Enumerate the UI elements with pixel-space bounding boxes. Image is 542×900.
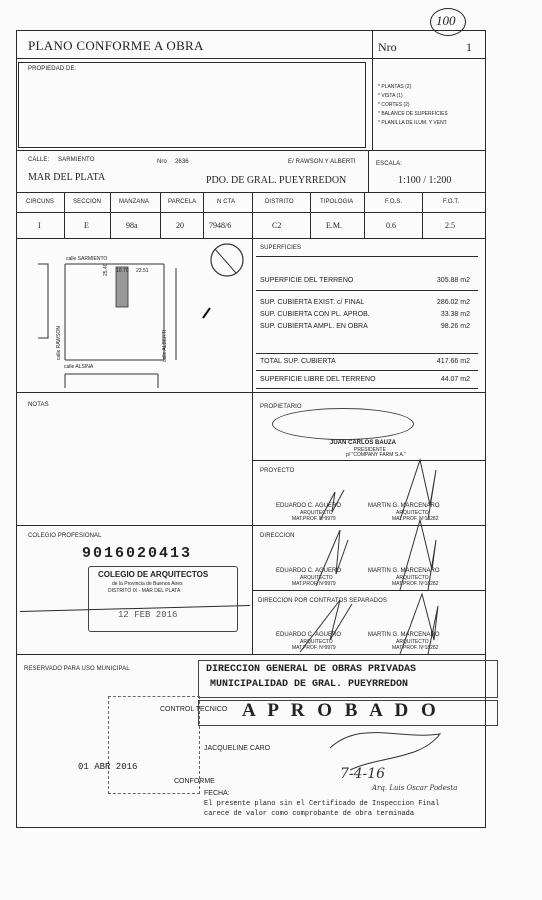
fecha-label: FECHA:	[204, 790, 230, 797]
cadastre-value: C2	[272, 221, 282, 230]
municipal-label: RESERVADO PARA USO MUNICIPAL	[24, 666, 130, 672]
professional-mat: MAT.PROF. Nº9979	[292, 516, 336, 522]
superficie-value: 33.38 m2	[440, 311, 470, 318]
calle-value: SARMIENTO	[58, 157, 95, 163]
cadastre-header: F.O.S.	[385, 199, 403, 205]
street-bottom: calle ALSINA	[64, 364, 94, 370]
contents-item: * BALANCE DE SUPERFICIES	[378, 111, 448, 117]
cadastre-header: TIPOLOGIA	[320, 199, 354, 205]
nro-value: 1	[466, 40, 472, 54]
calle-label: CALLE:	[28, 157, 50, 163]
professional-role: ARQUITECTO	[396, 510, 429, 516]
footer-notice-line1: El presente plano sin el Certificado de Inspeccion Final	[204, 800, 440, 808]
cadastre-value: 20	[176, 221, 184, 230]
municipal-office-line1: DIRECCION GENERAL DE OBRAS PRIVADAS	[206, 664, 417, 675]
professional-mat: MAT.PROF. Nº18282	[392, 645, 439, 651]
colegio-stamp-date: 12 FEB 2016	[118, 610, 178, 620]
superficie-label: SUP. CUBIERTA EXIST. c/ FINAL	[260, 299, 365, 306]
superficie-value: 286.02 m2	[436, 299, 470, 306]
cadastre-header: MANZANA	[119, 199, 150, 205]
direccion-contratos-title: DIRECCION POR CONTRATOS SEPARADOS	[258, 598, 387, 604]
colegio-stamp-line3: DISTRITO IX - MAR DEL PLATA	[108, 588, 181, 594]
cadastre-header: SECCION	[73, 199, 102, 205]
numero-label: Nro	[157, 159, 167, 165]
propiedad-label: PROPIEDAD DE:	[28, 66, 77, 72]
professional-mat: MAT.PROF. Nº18282	[392, 516, 439, 522]
superficies-title: SUPERFICIES	[260, 245, 302, 251]
superficie-value: 417.66 m2	[436, 358, 470, 365]
professional-mat: MAT.PROF. Nº9979	[292, 581, 336, 587]
entre-calles: E/ RAWSON Y ALBERTI	[288, 159, 356, 165]
propietario-role: PRESIDENTE	[354, 447, 386, 453]
cadastre-value: E	[84, 221, 89, 230]
professional-name: EDUARDO C. AGUERO	[276, 503, 342, 509]
proyecto-title: PROYECTO	[260, 468, 295, 474]
colegio-stamp-title: COLEGIO DE ARQUITECTOS	[98, 570, 209, 579]
superficie-value: 98.26 m2	[440, 323, 470, 330]
professional-role: ARQUITECTO	[300, 639, 333, 645]
plan-title: PLANO CONFORME A OBRA	[28, 38, 204, 53]
colegio-label: COLEGIO PROFESIONAL	[28, 533, 102, 539]
partido: PDO. DE GRAL. PUEYRREDON	[206, 175, 347, 186]
cadastre-value: 0.6	[386, 221, 396, 230]
cadastre-header: DISTRITO	[265, 199, 294, 205]
professional-name: MARTIN G. MARCENARO	[368, 503, 440, 509]
cadastre-header: PARCELA	[168, 199, 197, 205]
superficie-label: SUPERFICIE DEL TERRENO	[260, 277, 354, 284]
numero-value: 2636	[175, 159, 189, 165]
superficie-label: SUP. CUBIERTA AMPL. EN OBRA	[260, 323, 368, 330]
footer-notice-line2: carece de valor como comprobante de obra terminada	[204, 810, 415, 818]
professional-name: MARTIN G. MARCENARO	[368, 568, 440, 574]
professional-mat: MAT.PROF. Nº9979	[292, 645, 336, 651]
contents-item: * VISTA (1)	[378, 93, 403, 99]
control-date: 01 ABR 2016	[78, 762, 138, 772]
cadastre-header: CIRCUNS	[26, 199, 55, 205]
cadastre-header: N CTA	[217, 199, 236, 205]
cadastre-value: 2.5	[445, 221, 455, 230]
contents-item: * PLANTAS (2)	[378, 84, 412, 90]
dim-3: 25.40	[103, 263, 109, 276]
dim-1: 10.70	[116, 268, 129, 274]
dim-2: 22.51	[136, 268, 149, 274]
propietario-name: JUAN CARLOS BAUZA	[330, 440, 396, 446]
professional-role: ARQUITECTO	[396, 575, 429, 581]
direccion-title: DIRECCION	[260, 533, 295, 539]
propietario-company: p/ "COMPANY FARM S.A."	[346, 452, 407, 458]
professional-role: ARQUITECTO	[396, 639, 429, 645]
professional-role: ARQUITECTO	[300, 510, 333, 516]
superficie-label: TOTAL SUP. CUBIERTA	[260, 358, 336, 365]
professional-role: ARQUITECTO	[300, 575, 333, 581]
approval-date: 7-4-16	[340, 766, 386, 782]
cadastre-value: 98a	[126, 221, 138, 230]
municipal-office-line2: MUNICIPALIDAD DE GRAL. PUEYRREDON	[210, 679, 409, 690]
street-top: calle SARMIENTO	[66, 256, 108, 262]
colegio-number: 9016020413	[82, 545, 193, 562]
conforme-label: CONFORME	[174, 778, 215, 785]
escala-label: ESCALA:	[376, 161, 403, 167]
scale: 1:100 / 1:200	[398, 175, 452, 186]
contents-item: * PLANILLA DE ILUM. Y VENT.	[378, 120, 448, 126]
control-person: JACQUELINE CARO	[204, 745, 271, 752]
cadastre-value: I	[38, 221, 41, 230]
cadastre-header: F.O.T.	[443, 199, 460, 205]
city: MAR DEL PLATA	[28, 172, 106, 183]
cadastre-value: 7948/6	[209, 221, 232, 230]
approved-text: A P R O B A D O	[242, 700, 440, 721]
propietario-title: PROPIETARIO	[260, 404, 302, 410]
approver: Arq. Luis Oscar Podesta	[372, 784, 458, 792]
professional-mat: MAT.PROF. Nº18282	[392, 581, 439, 587]
notas-label: NOTAS	[28, 402, 49, 408]
street-right: calle ALBERTI	[162, 329, 168, 362]
contents-item: * CORTES (2)	[378, 102, 410, 108]
nro-label: Nro	[378, 40, 397, 54]
colegio-stamp-line2: de la Provincia de Buenos Aires	[112, 581, 183, 587]
superficie-label: SUP. CUBIERTA CON PL. APROB.	[260, 311, 370, 318]
superficie-label: SUPERFICIE LIBRE DEL TERRENO	[260, 376, 376, 383]
professional-name: EDUARDO C. AGUERO	[276, 632, 342, 638]
street-left: calle RAWSON	[56, 326, 62, 360]
superficie-value: 305.88 m2	[436, 277, 470, 284]
page-number: 100	[436, 13, 456, 28]
professional-name: EDUARDO C. AGUERO	[276, 568, 342, 574]
cadastre-value: E.M.	[326, 221, 342, 230]
control-label: CONTROL TECNICO	[160, 706, 228, 713]
professional-name: MARTIN G. MARCENARO	[368, 632, 440, 638]
superficie-value: 44.07 m2	[440, 376, 470, 383]
